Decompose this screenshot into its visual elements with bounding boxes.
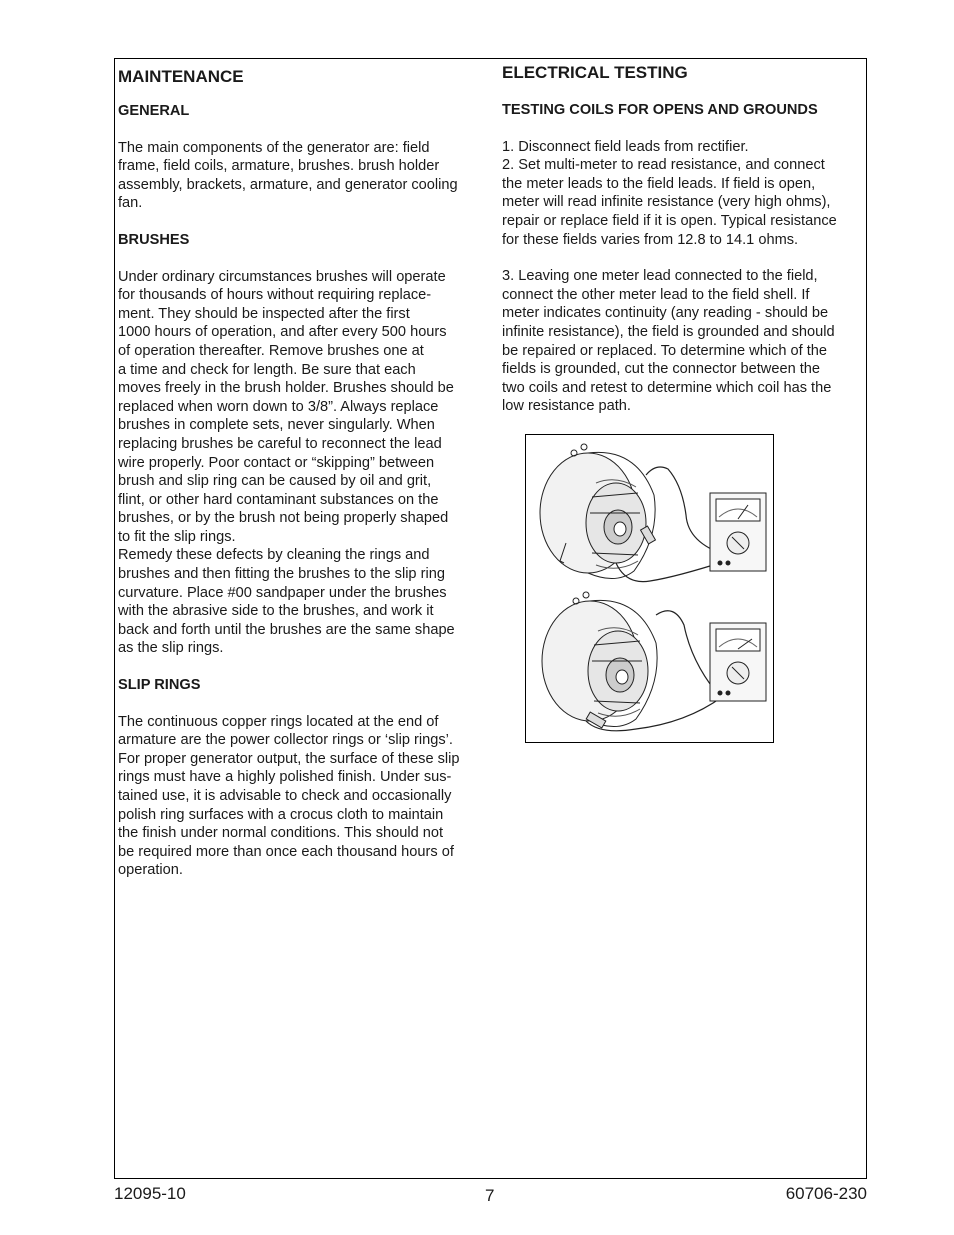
page-number: 7 <box>485 1186 495 1205</box>
footer-document-number: 12095-10 <box>114 1184 186 1203</box>
generator-field-housing-bottom <box>542 592 657 727</box>
text-line: wire properly. Poor contact or “skipping” between <box>118 454 435 471</box>
maintenance-column <box>118 62 486 880</box>
text-line: 3. Leaving one meter lead connected to the field, <box>502 268 818 285</box>
text-line: The continuous copper rings located at the end of <box>118 713 439 730</box>
text-line: ment. They should be inspected after the first <box>118 305 410 322</box>
text-line: connect the other meter lead to the field shell. If <box>502 286 810 303</box>
text-line: for these fields varies from 12.8 to 14.1 ohms. <box>502 231 799 248</box>
text-line: rings must have a highly polished finish. Under sus- <box>118 769 452 786</box>
generator-field-housing-top <box>540 444 655 579</box>
text-line: brushes in complete sets, never singularly. When <box>118 417 435 434</box>
multimeter-bottom <box>710 623 766 701</box>
text-line: fields is grounded, cut the connector between the <box>502 361 821 378</box>
text-line: 2. Set multi-meter to read resistance, and connect <box>502 157 825 174</box>
text-line: low resistance path. <box>502 398 631 415</box>
general-heading: GENERAL <box>118 103 190 119</box>
text-line: fan. <box>118 195 143 212</box>
testing-coils-heading: TESTING COILS FOR OPENS AND GROUNDS <box>502 102 818 118</box>
field-test-illustration <box>525 434 774 743</box>
footer-part-number: 60706-230 <box>785 1184 867 1203</box>
maintenance-title: MAINTENANCE <box>118 67 244 86</box>
text-line: for thousands of hours without requiring replace- <box>118 287 432 304</box>
step-3-paragraph <box>502 267 864 416</box>
electrical-testing-title: ELECTRICAL TESTING <box>502 63 688 82</box>
slip-rings-heading: SLIP RINGS <box>118 677 201 694</box>
text-line: armature are the power collector rings or ‘slip rings’. <box>118 732 453 749</box>
text-line: back and forth until the brushes are the same shape <box>118 621 455 638</box>
text-line: the finish under normal conditions. This should not <box>118 825 444 842</box>
text-line: 1. Disconnect field leads from rectifier. <box>502 138 749 155</box>
text-line: be required more than once each thousand hours of <box>118 843 454 860</box>
text-line: flint, or other hard contaminant substances on the <box>118 491 439 508</box>
multimeter-top <box>710 493 766 571</box>
text-line: moves freely in the brush holder. Brushes should be <box>118 380 454 397</box>
text-line: as the slip rings. <box>118 640 224 657</box>
text-line: of operation thereafter. Remove brushes one at <box>118 342 424 359</box>
text-line: polish ring surfaces with a crocus cloth to maintain <box>118 806 444 823</box>
text-line: a time and check for length. Be sure that each <box>118 361 416 378</box>
general-paragraph <box>118 139 486 213</box>
text-line: the meter leads to the field leads. If field is open, <box>502 175 816 192</box>
text-line: operation. <box>118 862 183 879</box>
text-line: tained use, it is advisable to check and occasionally <box>118 788 452 804</box>
text-line: be repaired or replaced. To determine which of the <box>502 342 828 359</box>
generator-multimeter-drawing <box>526 435 772 741</box>
text-line: infinite resistance), the field is grounded and should <box>502 323 835 340</box>
text-line: assembly, brackets, armature, and generator cooling <box>118 176 458 193</box>
brushes-heading: BRUSHES <box>118 231 190 248</box>
text-line: to fit the slip rings. <box>118 528 236 545</box>
text-line: brushes and then fitting the brushes to the slip ring <box>118 566 445 583</box>
text-line: 1000 hours of operation, and after every 500 hours <box>118 324 447 341</box>
text-line: replaced when worn down to 3/8”. Always replace <box>118 398 439 415</box>
text-line: with the abrasive side to the brushes, and work it <box>118 603 434 620</box>
steps-1-2-paragraph <box>502 138 864 250</box>
text-line: meter indicates continuity (any reading - should be <box>502 305 829 322</box>
text-line: Under ordinary circumstances brushes will operate <box>118 268 446 285</box>
text-line: Remedy these defects by cleaning the rings and <box>118 547 430 564</box>
text-line: For proper generator output, the surface of these slip <box>118 750 460 767</box>
text-line: two coils and retest to determine which coil has the <box>502 379 832 396</box>
text-line: meter will read infinite resistance (very high ohms), <box>502 194 831 211</box>
brushes-paragraph <box>118 268 486 658</box>
electrical-testing-column <box>502 62 864 416</box>
text-line: curvature. Place #00 sandpaper under the brushes <box>118 584 447 601</box>
text-line: frame, field coils, armature, brushes. brush holder <box>118 158 440 175</box>
text-line: brushes, or by the brush not being properly shaped <box>118 510 449 527</box>
text-line: repair or replace field if it is open. Typical resistance <box>502 212 837 229</box>
text-line: brush and slip ring can be caused by oil and grit, <box>118 473 432 490</box>
text-line: replacing brushes be careful to reconnect the lead <box>118 435 442 452</box>
text-line: The main components of the generator are: field <box>118 139 430 156</box>
slip-rings-paragraph <box>118 713 486 880</box>
